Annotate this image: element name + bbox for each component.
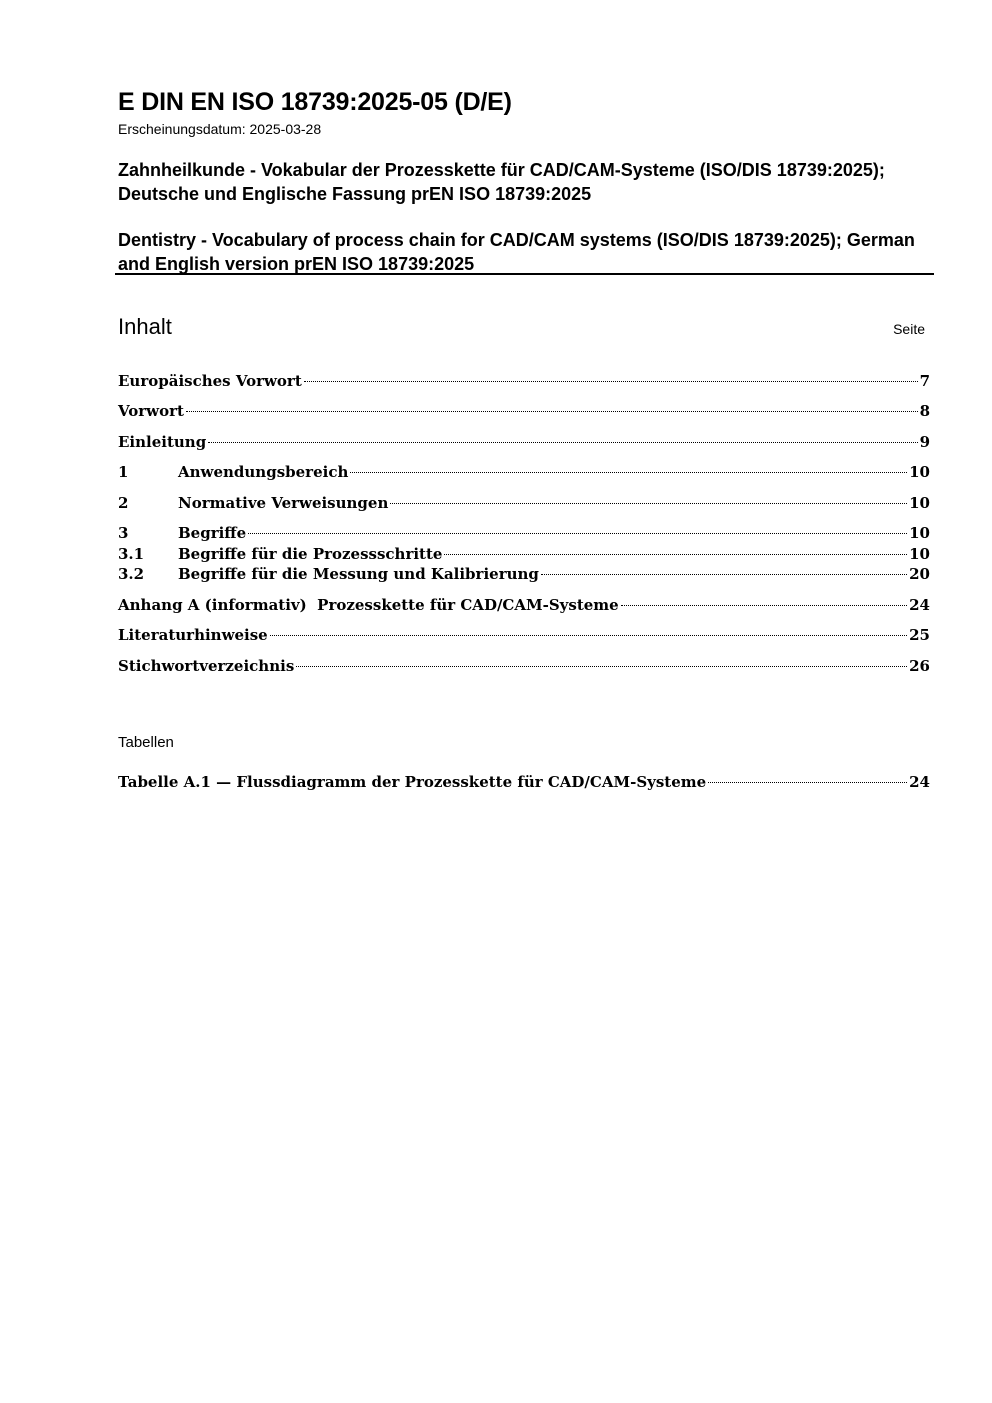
toc-leader-dots bbox=[208, 442, 917, 443]
toc-entry-normative-verweisungen[interactable] bbox=[118, 493, 930, 513]
toc-entry-text: Normative Verweisungen bbox=[178, 494, 389, 512]
table-entry-a1[interactable] bbox=[118, 772, 930, 792]
toc-entry-page: 10 bbox=[909, 494, 930, 512]
toc-entry-number: 1 bbox=[118, 463, 129, 481]
toc-heading: Inhalt bbox=[118, 314, 172, 339]
toc-entry-text: Europäisches Vorwort bbox=[118, 372, 302, 390]
toc-leader-dots bbox=[621, 605, 907, 606]
toc-entry-text: Vorwort bbox=[118, 402, 184, 420]
toc-entry-text: Literaturhinweise bbox=[118, 626, 268, 644]
toc-entry-text: Einleitung bbox=[118, 433, 207, 451]
toc-leader-dots bbox=[350, 472, 907, 473]
toc-entry-page: 9 bbox=[919, 433, 930, 451]
toc-entry-page: 7 bbox=[919, 372, 930, 390]
toc-leader-dots bbox=[541, 574, 907, 575]
toc-entry-page: 10 bbox=[909, 545, 930, 563]
toc-entry-page: 10 bbox=[909, 524, 930, 542]
toc-entry-einleitung[interactable] bbox=[118, 432, 930, 452]
toc-leader-dots bbox=[304, 381, 918, 382]
toc-entry-number: 3 bbox=[118, 524, 129, 542]
toc-entry-begriffe-messung[interactable] bbox=[118, 564, 930, 584]
table-entry-page: 24 bbox=[909, 773, 930, 791]
toc-entry-begriffe-prozessschritte[interactable] bbox=[118, 544, 930, 564]
toc-leader-dots bbox=[248, 533, 907, 534]
toc-leader-dots bbox=[296, 666, 907, 667]
title-divider bbox=[115, 273, 934, 275]
table-entry-text: Tabelle A.1 — Flussdiagramm der Prozesskette für CAD/CAM-Systeme bbox=[118, 773, 707, 791]
toc-entry-text: Begriffe bbox=[178, 524, 247, 542]
toc-entry-literaturhinweise[interactable] bbox=[118, 625, 930, 645]
toc-entry-text: Begriffe für die Prozessschritte bbox=[178, 545, 443, 563]
toc-page-label: Seite bbox=[893, 321, 925, 337]
toc-entry-number: 3.2 bbox=[118, 565, 145, 583]
title-german: Zahnheilkunde - Vokabular der Prozesskette für CAD/CAM-Systeme (ISO/DIS 18739:2025); Deutsche und Englische Fassung prEN ISO 18739:2025 bbox=[118, 160, 885, 204]
toc-entry-text: Begriffe für die Messung und Kalibrierung bbox=[178, 565, 539, 583]
toc-entry-text: Anwendungsbereich bbox=[178, 463, 349, 481]
tables-heading: Tabellen bbox=[118, 734, 174, 751]
toc-entry-page: 26 bbox=[909, 657, 930, 675]
toc-entry-vorwort[interactable] bbox=[118, 401, 930, 421]
toc-entry-page: 8 bbox=[919, 402, 930, 420]
toc-leader-dots bbox=[444, 554, 907, 555]
toc-entry-europaeisches-vorwort[interactable] bbox=[118, 371, 930, 391]
toc-entry-page: 25 bbox=[909, 626, 930, 644]
toc-leader-dots bbox=[270, 635, 907, 636]
title-english: Dentistry - Vocabulary of process chain for CAD/CAM systems (ISO/DIS 18739:2025); German and English version prEN ISO 18739:2025 bbox=[118, 230, 915, 274]
toc-entry-page: 24 bbox=[909, 596, 930, 614]
publication-date: Erscheinungsdatum: 2025-03-28 bbox=[118, 121, 322, 137]
toc-entry-stichwortverzeichnis[interactable] bbox=[118, 656, 930, 676]
toc-entry-page: 20 bbox=[909, 565, 930, 583]
toc-leader-dots bbox=[390, 503, 907, 504]
toc-entry-text: Anhang A (informativ) Prozesskette für CAD/CAM-Systeme bbox=[118, 596, 619, 614]
toc-leader-dots bbox=[708, 782, 907, 783]
toc-entry-text: Stichwortverzeichnis bbox=[118, 657, 295, 675]
toc-entry-anhang-a[interactable] bbox=[118, 595, 930, 615]
toc-entry-begriffe[interactable] bbox=[118, 523, 930, 543]
toc-entry-page: 10 bbox=[909, 463, 930, 481]
toc-leader-dots bbox=[186, 411, 918, 412]
toc-entry-anwendungsbereich[interactable] bbox=[118, 462, 930, 482]
toc-entry-number: 2 bbox=[118, 494, 129, 512]
toc-entry-number: 3.1 bbox=[118, 545, 145, 563]
doc-number: E DIN EN ISO 18739:2025-05 (D/E) bbox=[118, 88, 512, 116]
